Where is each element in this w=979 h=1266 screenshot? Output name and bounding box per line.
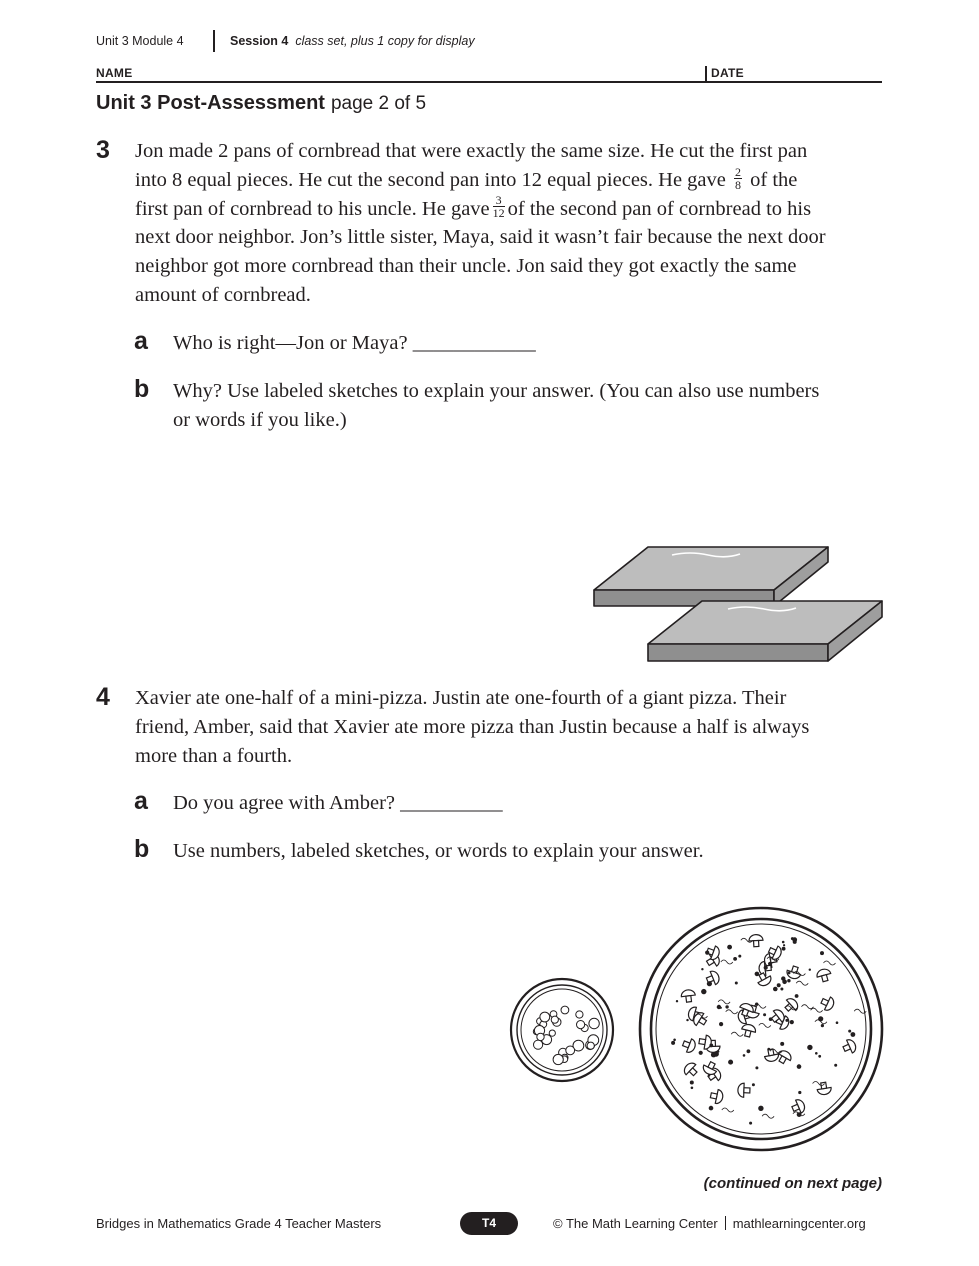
olive-topping [690,1081,694,1085]
question-3-text [135,137,895,310]
olive-topping [798,1091,801,1094]
question-4a-text: Do you agree with Amber? __________ [173,792,503,814]
olive-topping [782,980,787,985]
olive-topping [686,1019,688,1021]
herb-topping [796,981,808,985]
website-link: mathlearningcenter.org [732,1216,866,1231]
continued-note: (continued on next page) [703,1175,882,1192]
olive-topping [709,1044,713,1048]
olive-topping [769,1017,773,1021]
olive-topping [725,1005,728,1008]
olive-topping [790,1020,794,1024]
olive-topping [767,1048,770,1051]
herb-topping [718,1000,730,1004]
olive-topping [701,968,703,970]
olive-topping [701,989,706,994]
date-field-label: DATE [711,66,744,80]
olive-topping [749,1122,752,1125]
olive-topping [797,1064,802,1069]
olive-topping [758,1106,763,1111]
olive-topping [676,1000,678,1002]
olive-topping [820,951,824,955]
question-3b-line: or words if you like.) [173,408,347,431]
olive-topping [782,941,785,944]
olive-topping [717,1005,721,1009]
question-4-line: friend, Amber, said that Xavier ate more pizza than Justin because a half is always [135,715,810,738]
herb-topping [824,961,836,965]
olive-topping [755,1066,758,1069]
fraction-3-12: $\frac{3}{12}$ [492,193,505,221]
mushroom-topping [682,1060,700,1078]
olive-topping [791,937,794,940]
olive-topping [727,945,732,950]
fraction-2-8: $\frac{2}{8}$ [735,164,742,192]
header-divider [213,30,215,52]
question-3-line: first pan of cornbread to his uncle. He gave $\frac{3}{12}$ of the second pan of cornbread to his [135,193,812,221]
question-4-line: Xavier ate one-half of a mini-pizza. Justin ate one-fourth of a giant pizza. Their [135,687,787,709]
pepperoni-topping [566,1046,575,1055]
question-3a-letter: a [134,327,148,355]
mushroom-topping [782,996,800,1014]
olive-topping [821,1024,824,1027]
footer-copyright [553,1216,866,1231]
olive-topping [851,1032,856,1037]
herb-topping [722,1108,734,1112]
olive-topping [818,1016,823,1021]
mini-pizza-illustration [508,976,616,1084]
pepperoni-topping [577,1021,585,1029]
pepperoni-topping [551,1016,558,1023]
footer-publication: Bridges in Mathematics Grade 4 Teacher Masters [96,1216,382,1231]
page-code-badge: T4 [460,1212,518,1235]
mushroom-topping [763,1048,779,1062]
pepperoni-topping [534,1040,543,1049]
herb-topping [759,1023,771,1027]
question-3b-letter: b [134,375,150,403]
olive-topping [673,1039,676,1042]
olive-topping [728,1060,733,1065]
olive-topping [773,987,778,992]
question-4a-letter: a [134,787,148,815]
name-date-line [96,81,882,83]
olive-topping [777,983,781,987]
copyright-text: © The Math Learning Center [553,1216,718,1231]
olive-topping [787,979,790,982]
olive-topping [782,947,786,951]
question-4-number: 4 [96,683,110,711]
mushroom-topping [816,968,833,983]
herb-topping [721,960,733,964]
olive-topping [780,988,783,991]
olive-topping [699,1051,703,1055]
olive-topping [735,982,738,985]
cornbread-pan-back [594,547,828,606]
question-4-text [135,684,895,770]
mushroom-topping [681,1037,697,1054]
olive-topping [738,955,741,958]
olive-topping [671,1041,675,1045]
olive-topping [848,1030,851,1033]
session-label [230,34,475,48]
olive-topping [752,1083,755,1086]
footer-divider [725,1216,726,1230]
olive-topping [768,962,772,966]
olive-topping [809,969,811,971]
question-3-line: into 8 equal pieces. He cut the second pan into 12 equal pieces. He gave $\frac{2}{8}$ of the [135,164,798,192]
mushroom-topping [819,994,836,1012]
herb-topping [811,1008,823,1012]
olive-topping [708,1074,710,1076]
olive-topping [733,957,737,961]
question-3-line: next door neighbor. Jon’s little sister, Maya, said it wasn’t fair because the next door [135,226,826,249]
mushroom-topping [749,934,764,947]
pepperoni-topping [537,1033,544,1040]
pepperoni-topping [553,1054,563,1064]
session-note: class set, plus 1 copy for display [295,34,475,48]
olive-topping [709,1106,714,1111]
question-4b-text: Use numbers, labeled sketches, or words to explain your answer. [173,840,704,862]
cornbread-pan-front [648,601,882,661]
question-3-line: Jon made 2 pans of cornbread that were exactly the same size. He cut the first pan [135,140,808,162]
pepperoni-topping [549,1030,555,1036]
herb-topping [802,1005,814,1009]
olive-topping [743,1054,746,1057]
olive-topping [763,1013,766,1016]
olive-topping [818,1055,821,1058]
olive-topping [747,1049,751,1053]
giant-pizza-illustration [636,904,886,1154]
session-title: Session 4 [230,34,289,48]
olive-topping [834,1064,837,1067]
herb-topping [726,1010,738,1014]
pepperoni-topping [540,1012,550,1022]
mushroom-topping [738,1083,750,1097]
question-3-number: 3 [96,136,110,164]
assessment-title: Unit 3 Post-Assessment [96,92,325,114]
question-3b-text [173,377,893,435]
olive-topping [783,944,785,946]
question-3a-text: Who is right—Jon or Maya? ____________ [173,332,536,354]
question-4b-letter: b [134,835,150,863]
mushroom-topping [841,1038,858,1056]
herb-topping [731,1032,743,1036]
date-divider [705,66,707,81]
mushroom-topping [709,1088,724,1104]
name-field-label: NAME [96,66,133,80]
page-title [96,92,426,115]
pepperoni-topping [589,1018,599,1028]
mushroom-topping [681,989,696,1003]
olive-topping [691,1087,694,1090]
pepperoni-topping [587,1042,594,1049]
pepperoni-topping [561,1006,569,1014]
olive-topping [836,1021,839,1024]
pepperoni-topping [576,1011,583,1018]
olive-topping [788,972,791,975]
question-3-line: amount of cornbread. [135,283,311,306]
question-4-line: more than a fourth. [135,744,293,767]
olive-topping [795,994,799,998]
herb-topping [762,1114,774,1118]
olive-topping [705,951,709,955]
olive-topping [780,1042,784,1046]
unit-module-label: Unit 3 Module 4 [96,34,184,48]
page-indicator: page 2 of 5 [330,93,427,114]
olive-topping [785,1019,788,1022]
olive-topping [719,1022,723,1026]
olive-topping [815,1052,818,1055]
olive-topping [707,981,712,986]
olive-topping [764,966,768,970]
question-3-line: neighbor got more cornbread than their uncle. Jon said they got exactly the same [135,255,797,278]
olive-topping [755,972,760,977]
olive-topping [711,1052,716,1057]
cornbread-pans-illustration [590,543,885,666]
olive-topping [807,1045,812,1050]
mushroom-topping [740,1023,756,1038]
question-3b-line: Why? Use labeled sketches to explain your answer. (You can also use numbers [173,380,820,402]
